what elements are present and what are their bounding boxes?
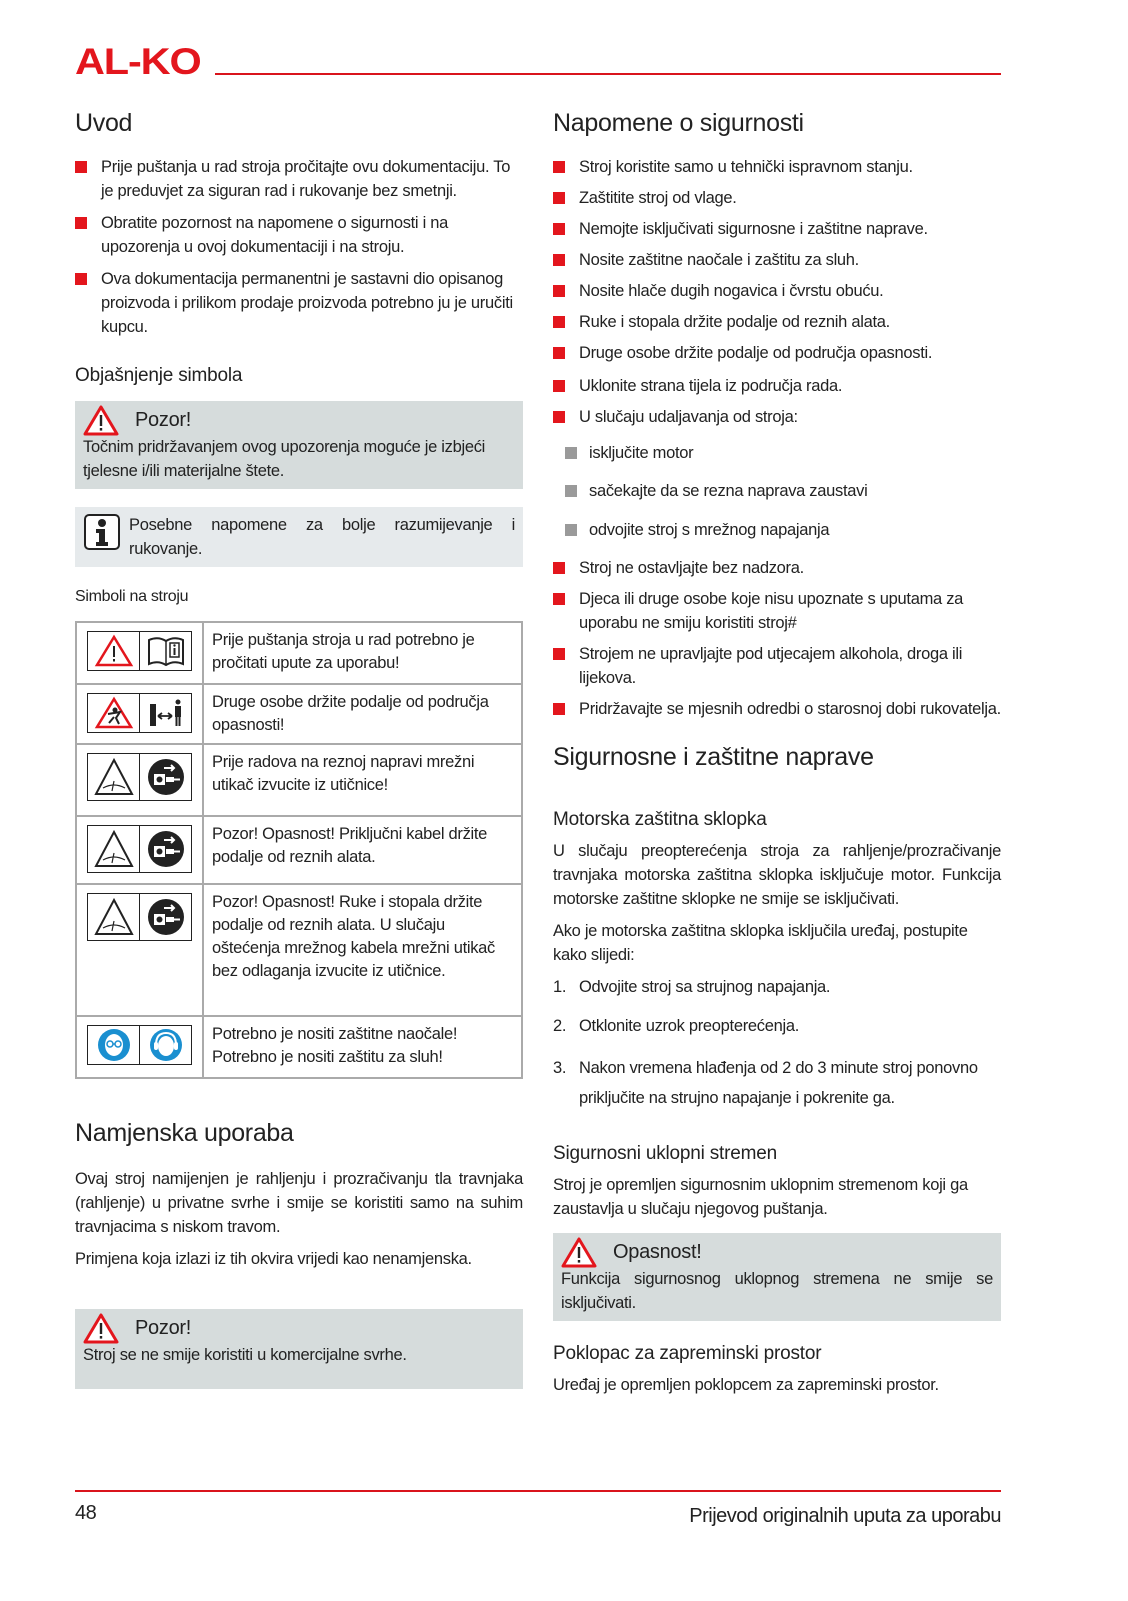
danger-box (553, 1233, 1001, 1321)
list-item: Ova dokumentacija permanentni je sastavni dio opisanog proizvoda i prilikom prodaje proizvoda potrebno ju je uručiti kupcu. (75, 267, 523, 339)
danger-title: Opasnost! (613, 1240, 702, 1263)
page-header (75, 41, 1001, 82)
list-item: 2. Otklonite uzrok preopterećenja. (553, 1017, 799, 1035)
list-item: 3. Nakon vremena hlađenja od 2 do 3 minute stroj ponovno priključite na strujno napajanje i pokrenite ga. (553, 1059, 978, 1107)
intro-bullets (75, 155, 523, 339)
left-column (75, 105, 523, 1389)
alko-logo: AL-KO (75, 41, 201, 82)
right-column (553, 105, 1001, 1397)
unplug-icon (146, 829, 186, 869)
table-row (76, 684, 522, 744)
list-item: Stroj ne ostavljajte bez nadzora. (553, 556, 1001, 580)
footer-title: Prijevod originalnih uputa za uporabu (689, 1505, 1001, 1527)
motor-paragraph: U slučaju preopterećenja stroja za rahljenje/prozračivanje travnjaka motorska zaštitna sklopka isključuje motor. Funkcija motorske zaštitne sklopke ne smije se isključivati. (553, 842, 1001, 908)
list-item: Prije puštanja u rad stroja pročitajte ovu dokumentaciju. To je preduvjet za siguran rad i rukovanje bez smetnji. (75, 155, 523, 203)
list-item: Nosite hlače dugih nogavica i čvrstu obuću. (553, 279, 1001, 303)
warning-box (75, 401, 523, 489)
table-row (76, 816, 522, 884)
motor-steps (553, 975, 1001, 1113)
list-item: Pridržavajte se mjesnih odredbi o starosnoj dobi rukovatelja. (553, 697, 1001, 721)
warning-triangle-icon (83, 1312, 119, 1344)
symbol-description: Potrebno je nositi zaštitne naočale! Potrebno je nositi zaštitu za sluh! (203, 1016, 522, 1078)
sub-list-item: sačekajte da se rezna naprava zaustavi (553, 479, 1001, 503)
intended-use-paragraph: Ovaj stroj namijenjen je rahljenju i prozračivanju tla travnjaka (rahljenje) u privatne svrhe i smije se koristiti samo na suhim travnjacima s niskom travom. (75, 1170, 523, 1236)
list-item: U slučaju udaljavanja od stroja: (553, 405, 1001, 429)
warning-text: Točnim pridržavanjem ovog upozorenja moguće je izbjeći tjelesne i/ili materijalne štete. (83, 438, 486, 480)
unplug-icon (146, 897, 186, 937)
machine-symbols-table (75, 621, 523, 1079)
warning-triangle-icon (94, 634, 134, 668)
footer-divider (75, 1490, 1001, 1492)
symbol-description: Pozor! Opasnost! Priključni kabel držite podalje od reznih alata. (203, 816, 522, 884)
list-item: Zaštitite stroj od vlage. (553, 186, 1001, 210)
unplug-icon (146, 757, 186, 797)
safety-bullets (553, 155, 1001, 721)
warning-triangle-icon (561, 1236, 597, 1268)
warning-text: Stroj se ne smije koristiti u komercijalne svrhe. (83, 1346, 407, 1364)
motor-paragraph-2: Ako je motorska zaštitna sklopka isključila uređaj, postupite kako slijedi: (553, 922, 968, 964)
symbol-description: Druge osobe držite podalje od područja opasnosti! (203, 684, 522, 744)
section-title-devices: Sigurnosne i zaštitne naprave (553, 743, 874, 771)
symbol-description: Prije puštanja stroja u rad potrebno je pročitati upute za uporabu! (203, 622, 522, 684)
list-item: Stroj koristite samo u tehnički ispravnom stanju. (553, 155, 1001, 179)
list-item: Obratite pozornost na napomene o sigurnosti i na upozorenja u ovoj dokumentaciji i na stroju. (75, 211, 523, 259)
list-item: Nemojte isključivati sigurnosne i zaštitne naprave. (553, 217, 1001, 241)
machine-symbols-title: Simboli na stroju (75, 588, 189, 605)
cutting-tool-warning-icon (93, 757, 135, 797)
info-box (75, 507, 523, 567)
warning-triangle-icon (83, 404, 119, 436)
manual-book-icon (146, 634, 186, 668)
keep-distance-icon (146, 696, 186, 730)
warning-title: Pozor! (135, 408, 192, 431)
danger-text: Funkcija sigurnosnog uklopnog stremena ne smije se isključivati. (561, 1270, 993, 1312)
cover-paragraph: Uređaj je opremljen poklopcem za zapreminski prostor. (553, 1376, 939, 1394)
sub-list-item: odvojite stroj s mrežnog napajanja (553, 518, 1001, 542)
symbol-description: Pozor! Opasnost! Ruke i stopala držite podalje od reznih alata. U slučaju oštećenja mrežnog kabela mrežni utikač bez odlaganja izvucite iz utičnice. (203, 884, 522, 1016)
list-item: Druge osobe držite podalje od područja opasnosti. (553, 341, 1001, 365)
table-row (76, 744, 522, 816)
list-item: Nosite zaštitne naočale i zaštitu za sluh. (553, 248, 1001, 272)
header-divider (215, 73, 1001, 75)
cutting-tool-warning-icon (93, 829, 135, 869)
list-item: 1. Odvojite stroj sa strujnog napajanja. (553, 978, 831, 996)
eye-protection-icon (96, 1027, 132, 1063)
list-item: Strojem ne upravljajte pod utjecajem alkohola, droga ili lijekova. (553, 642, 1001, 690)
list-item: Uklonite strana tijela iz područja rada. (553, 374, 1001, 398)
subsection-title-bail: Sigurnosni uklopni stremen (553, 1143, 777, 1164)
page-number: 48 (75, 1502, 97, 1524)
table-row (76, 884, 522, 1016)
intended-use-paragraph-2: Primjena koja izlazi iz tih okvira vrijedi kao nenamjenska. (75, 1250, 472, 1268)
subsection-title-symbols: Objašnjenje simbola (75, 365, 243, 386)
sub-list-item: isključite motor (553, 441, 1001, 465)
section-title-intended-use: Namjenska uporaba (75, 1119, 294, 1147)
table-row (76, 622, 522, 684)
subsection-title-cover: Poklopac za zapreminski prostor (553, 1343, 822, 1364)
section-title-safety: Napomene o sigurnosti (553, 109, 804, 137)
warning-title: Pozor! (135, 1316, 192, 1339)
section-title-intro: Uvod (75, 109, 133, 137)
info-icon (83, 513, 123, 551)
info-text: Posebne napomene za bolje razumijevanje i rukovanje. (129, 516, 515, 558)
list-item: Djeca ili druge osobe koje nisu upoznate s uputama za uporabu ne smiju koristiti stroj# (553, 587, 1001, 635)
symbol-description: Prije radova na reznoj napravi mrežni utikač izvucite iz utičnice! (203, 744, 522, 816)
table-row (76, 1016, 522, 1078)
list-item: Ruke i stopala držite podalje od reznih alata. (553, 310, 1001, 334)
subsection-title-motor: Motorska zaštitna sklopka (553, 809, 767, 830)
bail-paragraph: Stroj je opremljen sigurnosnim uklopnim stremenom koji ga zaustavlja u slučaju njegovog puštanja. (553, 1176, 968, 1218)
warning-box-commercial (75, 1309, 523, 1389)
thrown-object-warning-icon (94, 696, 134, 730)
cutting-tool-warning-icon (93, 897, 135, 937)
ear-protection-icon (148, 1027, 184, 1063)
